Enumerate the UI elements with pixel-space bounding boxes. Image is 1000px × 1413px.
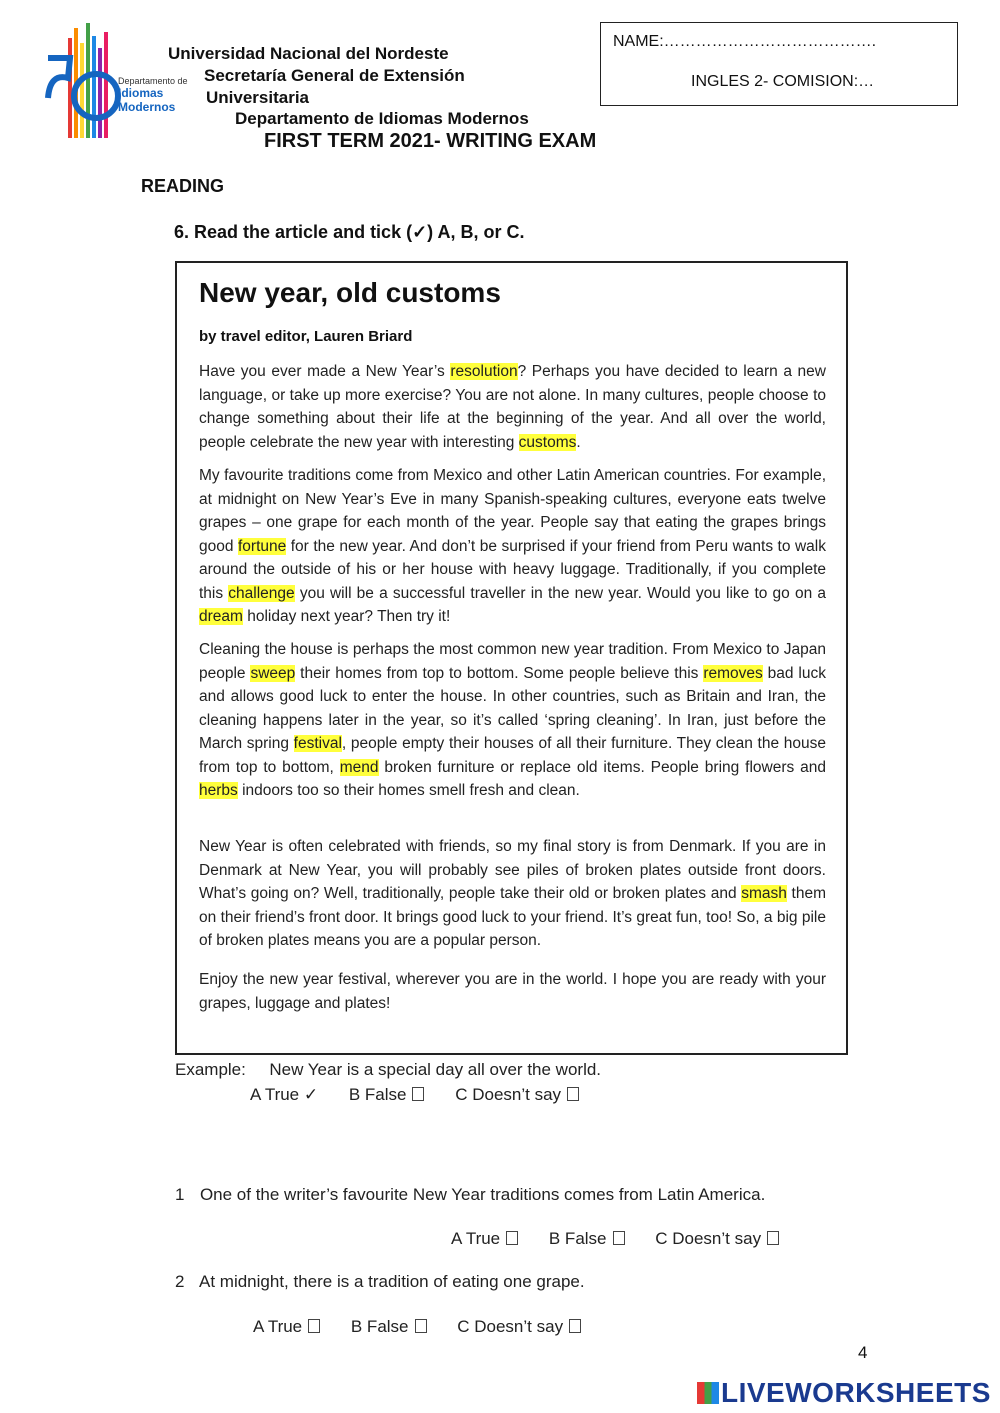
option-c: C Doesn’t say — [655, 1229, 762, 1248]
question-text: One of the writer’s favourite New Year traditions comes from Latin America. — [199, 1185, 766, 1204]
department-name: Departamento de Idiomas Modernos — [235, 109, 529, 128]
checkbox-icon[interactable] — [767, 1231, 779, 1245]
example-line — [175, 1060, 601, 1080]
option-b: B False — [350, 1317, 409, 1336]
highlighted-word: removes — [703, 664, 763, 682]
highlighted-word: smash — [741, 885, 787, 902]
option-c: C Doesn’t say — [457, 1317, 564, 1336]
highlighted-word: dream — [199, 608, 243, 625]
checkbox-icon[interactable] — [308, 1319, 320, 1333]
article-box — [175, 261, 848, 1055]
article-paragraph-4: New Year is often celebrated with friends, so my final story is from Denmark. If you are in Denmark at New Year, you will probably see piles of broken plates outside front doors. What’s going on? Well, traditionally, people take their old or broken plates and smash them on their friend’s front door. It brings good luck to your friend. It’s great fun, too! So, a big pile of broken plates means you are a popular person. — [199, 838, 827, 949]
example-label: Example: — [175, 1060, 246, 1079]
question-2-options — [253, 1317, 581, 1337]
name-line: NAME:…………………………………. — [613, 33, 877, 50]
question-2 — [175, 1272, 585, 1292]
checkbox-icon[interactable] — [412, 1087, 424, 1101]
example-option-b: B False — [348, 1085, 407, 1104]
liveworksheets-watermark: LIVEWORKSHEETS — [697, 1377, 991, 1409]
article-paragraph-2: My favourite traditions come from Mexico and other Latin American countries. For example, at midnight on New Year’s Eve in many Spanish-speaking cultures, everyone eats twelve grapes – one grape for each month of the year. People say that eating the grapes brings good fortune for the new year. And don’t be surprised if your friend from Peru wants to walk around the outside of his or her house with heavy luggage. Traditionally, if you complete this challenge you will be a successful traveller in the new year. Would you like to go on a dream holiday next year? Then try it! — [199, 467, 826, 625]
option-a: A True — [253, 1317, 303, 1336]
question-1-options — [451, 1229, 779, 1249]
logo-word-modernos: Modernos — [118, 100, 176, 114]
exercise-instruction: 6. Read the article and tick (✓) A, B, or C. — [174, 222, 525, 242]
secretariat-line1: Secretaría General de Extensión — [204, 66, 465, 85]
checkbox-icon[interactable] — [506, 1231, 518, 1245]
question-1 — [175, 1185, 765, 1205]
checkbox-icon[interactable] — [569, 1319, 581, 1333]
example-text: New Year is a special day all over the world. — [269, 1060, 602, 1079]
checkbox-icon[interactable] — [415, 1319, 427, 1333]
question-text: At midnight, there is a tradition of eating one grape. — [199, 1272, 585, 1291]
option-a: A True — [451, 1229, 501, 1248]
article-paragraph-5: Enjoy the new year festival, wherever you are in the world. I hope you are ready with your grapes, luggage and plates! — [199, 971, 826, 1012]
section-heading: READING — [141, 176, 225, 196]
logo-word-idiomas: Idiomas — [118, 86, 164, 100]
highlighted-word: resolution — [450, 363, 518, 380]
article-title: New year, old customs — [199, 277, 501, 308]
secretariat-line2: Universitaria — [206, 88, 309, 107]
highlighted-word: herbs — [199, 782, 238, 799]
option-b: B False — [548, 1229, 607, 1248]
highlighted-word: challenge — [228, 584, 295, 602]
article-paragraph-1: Have you ever made a New Year’s resolution? Perhaps you have decided to learn a new language, or take up more exercise? You are not alone. In many cultures, people choose to change something about their life at the beginning of the year. And all over the world, people celebrate the new year with interesting customs. — [199, 363, 826, 451]
university-name: Universidad Nacional del Nordeste — [168, 44, 449, 63]
example-options — [250, 1085, 579, 1105]
logo-caption: Departamento de — [118, 76, 188, 86]
checkbox-icon[interactable] — [613, 1231, 625, 1245]
course-line: INGLES 2- COMISION:… — [691, 73, 875, 90]
question-number: 2 — [175, 1272, 185, 1291]
exam-title: FIRST TERM 2021- WRITING EXAM — [264, 130, 597, 152]
highlighted-word: customs — [518, 433, 577, 451]
highlighted-word: fortune — [237, 537, 287, 555]
article-byline: by travel editor, Lauren Briard — [199, 328, 413, 345]
page-number: 4 — [858, 1343, 868, 1362]
student-name-box — [600, 22, 958, 106]
university-logo — [40, 18, 190, 160]
question-number: 1 — [175, 1185, 185, 1204]
highlighted-word: festival — [293, 735, 342, 752]
example-option-a: A True ✓ — [250, 1085, 319, 1104]
liveworksheets-logo-icon — [697, 1382, 719, 1404]
highlighted-word: sweep — [250, 664, 296, 682]
article-paragraph-3: Cleaning the house is perhaps the most common new year tradition. From Mexico to Japan people sweep their homes from top to bottom. Some people believe this removes bad luck and allows good luck to enter the house. In other countries, such as Britain and Iran, the cleaning happens later in the year, so it’s called ‘spring cleaning’. In Iran, just before the March spring festival, people empty their houses of all their furniture. They clean the house from top to bottom, mend broken furniture or replace old items. People bring flowers and herbs indoors too so their homes smell fresh and clean. — [199, 641, 826, 799]
example-option-c: C Doesn’t say — [455, 1085, 562, 1104]
highlighted-word: mend — [339, 758, 379, 776]
checkbox-icon[interactable] — [567, 1087, 579, 1101]
